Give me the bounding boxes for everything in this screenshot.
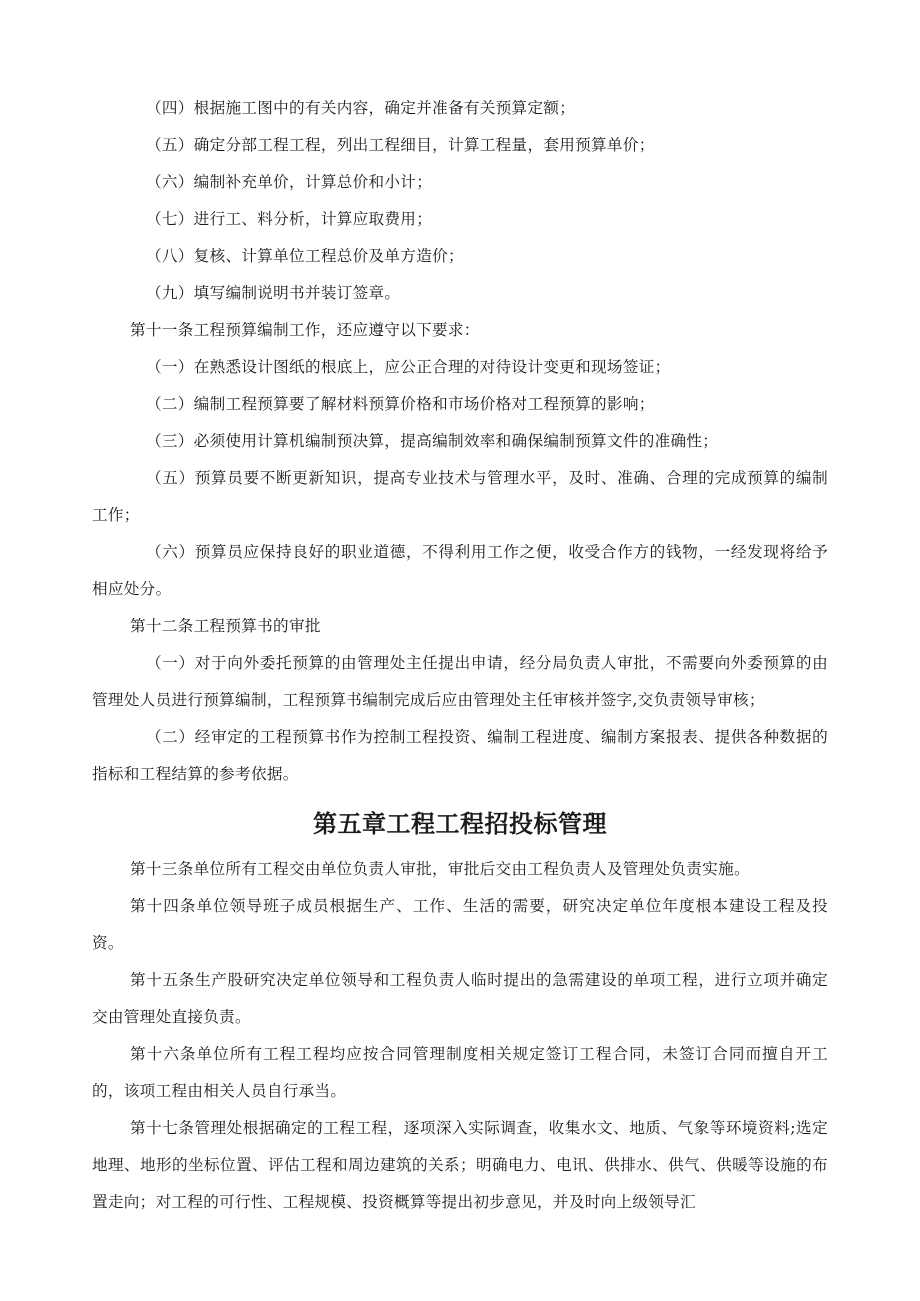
chapter-title: 第五章工程工程招投标管理: [313, 810, 607, 838]
article-15: 第十五条生产股研究决定单位领导和工程负责人临时提出的急需建设的单项工程，进行立项并确定交由管理处直接负责。: [92, 971, 828, 1026]
paragraph-item-8: （八）复核、计算单位工程总价及单方造价；: [146, 247, 464, 265]
requirement-item-5: （五）预算员要不断更新知识，提高专业技术与管理水平，及时、准确、合理的完成预算的编制工作；: [92, 469, 828, 524]
article-14: 第十四条单位领导班子成员根据生产、工作、生活的需要，研究决定单位年度根本建设工程及投资。: [92, 897, 828, 952]
approval-item-2: （二）经审定的工程预算书作为控制工程投资、编制工程进度、编制方案报表、提供各种数据的指标和工程结算的参考依据。: [92, 728, 828, 783]
paragraph-item-4: （四）根据施工图中的有关内容，确定并准备有关预算定额；: [146, 99, 576, 117]
article-16: 第十六条单位所有工程工程均应按合同管理制度相关规定签订工程合同，未签订合同而擅自开工的，该项工程由相关人员自行承当。: [92, 1045, 828, 1100]
requirement-item-3: （三）必须使用计算机编制预决算，提高编制效率和确保编制预算文件的准确性；: [146, 432, 719, 450]
paragraph-item-9: （九）填写编制说明书并装订签章。: [146, 284, 401, 302]
article-13: 第十三条单位所有工程交由单位负责人审批，审批后交由工程负责人及管理处负责实施。: [130, 860, 750, 878]
document-page: [92, 90, 828, 1221]
paragraph-item-5: （五）确定分部工程工程，列出工程细目，计算工程量，套用预算单价；: [146, 136, 655, 154]
article-12: 第十二条工程预算书的审批: [130, 617, 321, 635]
requirement-item-1: （一）在熟悉设计图纸的根底上，应公正合理的对待设计变更和现场签证；: [146, 358, 671, 376]
paragraph-item-7: （七）进行工、料分析，计算应取费用；: [146, 210, 433, 228]
requirement-item-6: （六）预算员应保持良好的职业道德，不得利用工作之便，收受合作方的钱物，一经发现将给予相应处分。: [92, 543, 828, 598]
approval-item-1: （一）对于向外委托预算的由管理处主任提出申请，经分局负责人审批，不需要向外委预算的由管理处人员进行预算编制，工程预算书编制完成后应由管理处主任审核并签字,交负责领导审核；: [92, 654, 828, 709]
requirement-item-2: （二）编制工程预算要了解材料预算价格和市场价格对工程预算的影响；: [146, 395, 655, 413]
article-17: 第十七条管理处根据确定的工程工程，逐项深入实际调查，收集水文、地质、气象等环境资料;选定地理、地形的坐标位置、评估工程和周边建筑的关系；明确电力、电讯、供排水、供气、供暖等设施的布置走向；对工程的可行性、工程规模、投资概算等提出初步意见，并及时向上级领导汇: [92, 1119, 828, 1211]
article-11: 第十一条工程预算编制工作，还应遵守以下要求：: [130, 321, 480, 339]
paragraph-item-6: （六）编制补充单价，计算总价和小计；: [146, 173, 433, 191]
